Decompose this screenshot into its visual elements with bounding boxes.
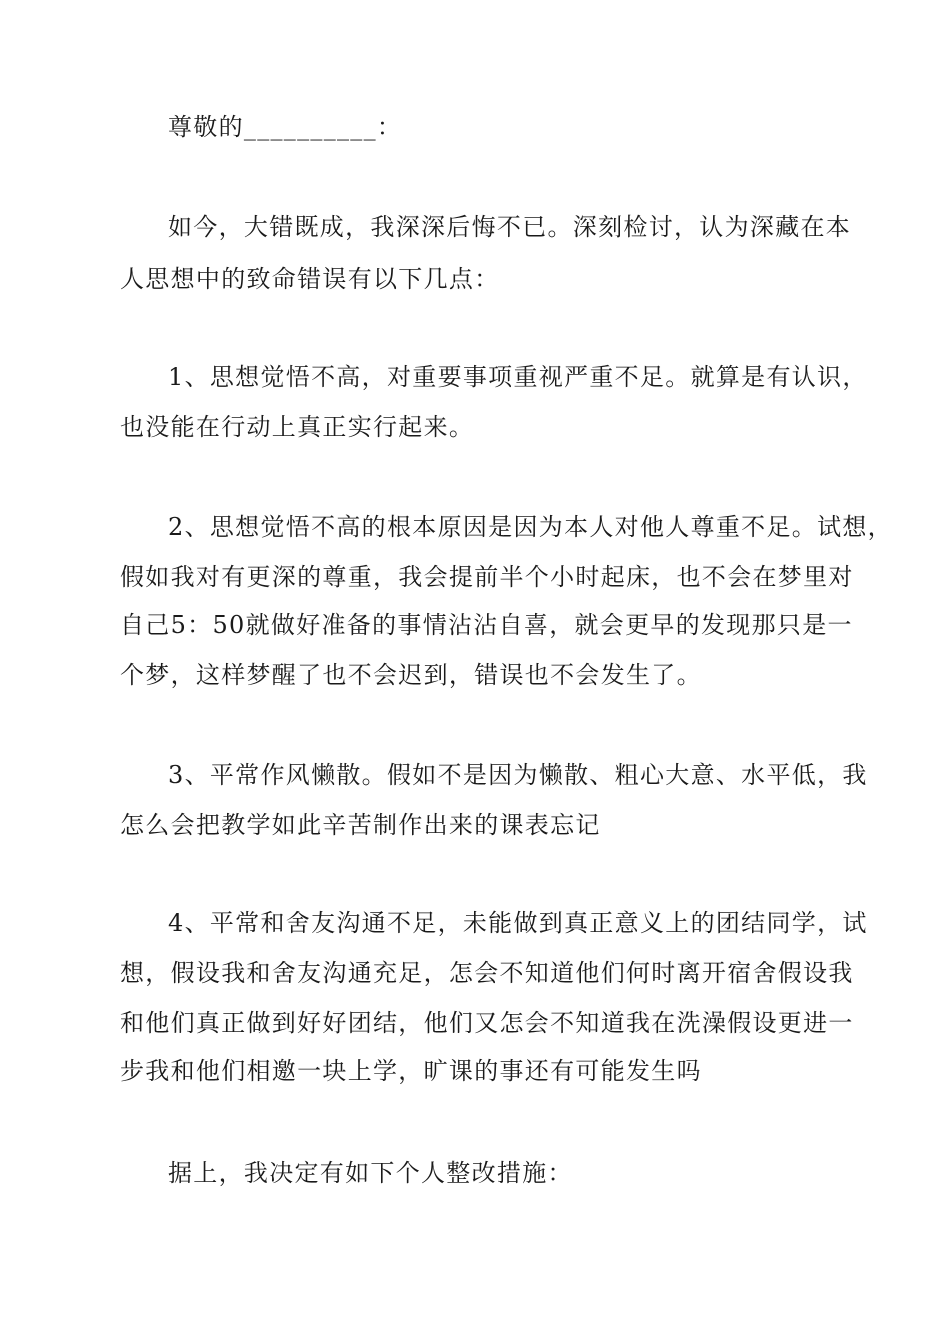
paragraph-line: 据上，我决定有如下个人整改措施：: [168, 1159, 573, 1187]
paragraph-line: 个梦，这样梦醒了也不会迟到，错误也不会发生了。: [120, 661, 702, 689]
paragraph-line: 步我和他们相邀一块上学，旷课的事还有可能发生吗: [120, 1057, 702, 1085]
paragraph-line: 1、思想觉悟不高，对重要事项重视严重不足。就算是有认识，: [168, 363, 868, 391]
paragraph-line: 怎么会把教学如此辛苦制作出来的课表忘记: [120, 811, 601, 839]
paragraph-line: 如今，大错既成，我深深后悔不已。深刻检讨，认为深藏在本: [168, 213, 852, 241]
paragraph-line: 3、平常作风懒散。假如不是因为懒散、粗心大意、水平低，我: [168, 761, 868, 789]
paragraph-line: 也没能在行动上真正实行起来。: [120, 413, 475, 441]
paragraph-line: 自己5：50就做好准备的事情沾沾自喜，就会更早的发现那只是一: [120, 611, 853, 639]
salutation: 尊敬的__________：: [168, 113, 403, 141]
paragraph-line: 4、平常和舍友沟通不足，未能做到真正意义上的团结同学，试: [168, 909, 868, 937]
paragraph-line: 想，假设我和舍友沟通充足，怎会不知道他们何时离开宿舍假设我: [120, 959, 854, 987]
paragraph-line: 假如我对有更深的尊重，我会提前半个小时起床，也不会在梦里对: [120, 563, 854, 591]
paragraph-line: 人思想中的致命错误有以下几点：: [120, 265, 500, 293]
paragraph-line: 2、思想觉悟不高的根本原因是因为本人对他人尊重不足。试想，: [168, 513, 893, 541]
paragraph-line: 和他们真正做到好好团结，他们又怎会不知道我在洗澡假设更进一: [120, 1009, 854, 1037]
